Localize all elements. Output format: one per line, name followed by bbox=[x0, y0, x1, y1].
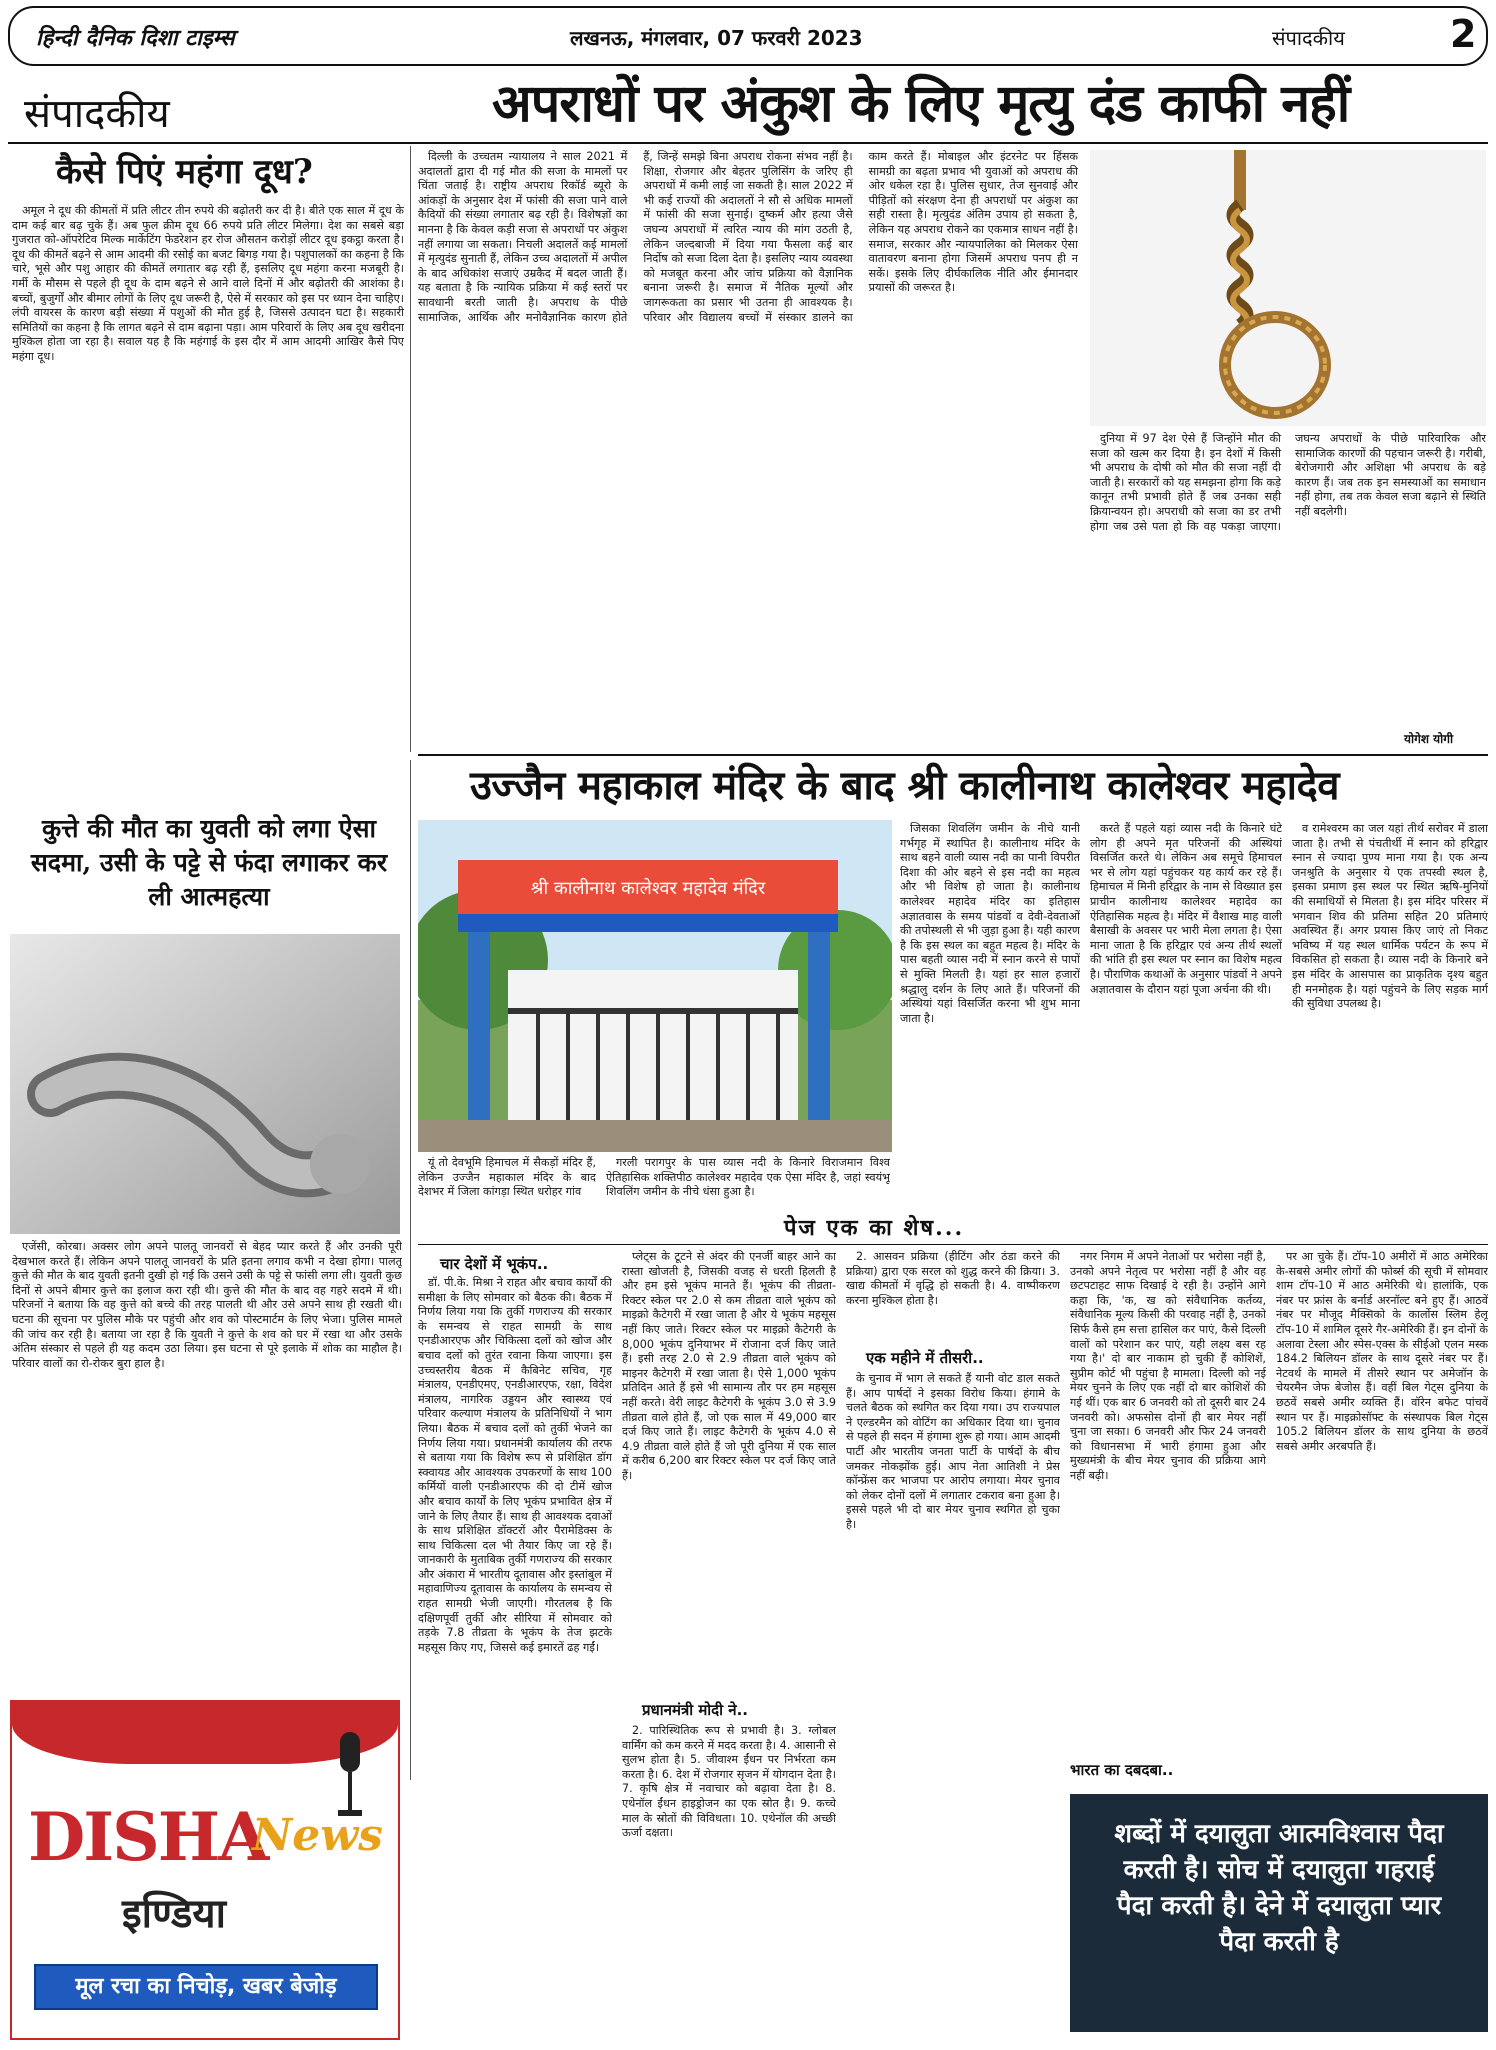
milk-headline: कैसे पिएं महंगा दूध? bbox=[56, 152, 313, 192]
quake-headline: चार देशों में भूकंप.. bbox=[440, 1255, 549, 1273]
main-headline: अपराधों पर अंकुश के लिए मृत्यु दंड काफी नहीं bbox=[492, 73, 1350, 134]
noose-image bbox=[1090, 150, 1486, 426]
dog-body-text: एजेंसी, कोरबा। अक्सर लोग अपने पालतू जानवरों से बेहद प्यार करते हैं और उनकी पूरी देखभाल करते हैं। लेकिन अपने पालतू जानवरों के प्रति इतना लगाव कभी न देखा होगा। पालतू कुत्ते की मौत के बाद युवती इतनी दुखी हो गई कि उसने उसी के पट्टे से फांसी लगा ली। युवती कुछ दिनों से अपने बीमार कुत्ते का इलाज करा रही थी। कुत्ते की मौत के बाद वह गहरे सदमे में थी। परिजनों ने बताया कि वह कुत्ते को बच्चे की तरह पालती थी और उसे अपने साथ ही रखती थी। घटना की सूचना पर पुलिस मौके पर पहुंची और शव को पोस्टमार्टम के लिए भेजा। पुलिस मामले की जांच कर रही है। बताया जा रहा है कि युवती ने कुत्ते के शव को घर में रखा था और उसके अंतिम संस्कार से पहले ही यह कदम उठा लिया। इस घटना से पूरे इलाके में शोक का माहौल है। परिवार वालों का रो-रोकर बुरा हाल है। bbox=[12, 1240, 402, 1370]
continued-rule bbox=[418, 1244, 1488, 1245]
mid-rule bbox=[418, 754, 1488, 756]
milk-body bbox=[12, 204, 404, 754]
page-number: 2 bbox=[1450, 12, 1477, 56]
temple-col-d bbox=[1292, 822, 1488, 1212]
india-headline: भारत का दबदबा.. bbox=[1070, 1761, 1174, 1779]
pm-body bbox=[622, 1724, 836, 2040]
india-body bbox=[1276, 1250, 1488, 1850]
editorial-author: योगेश योगी bbox=[1404, 732, 1454, 746]
quake2-body-text: प्लेट्स के टूटने से अंदर की एनर्जी बाहर आने का रास्ता खोजती है, जिसकी वजह से धरती हिलती है और हम इसे भूकंप मानते हैं। भूकंप की तीव्रता- रिक्टर स्केल पर 2.0 से कम तीव्रता वाले भूकंप को माइक्रो कैटेगरी में रखा जाता है और ये भूकंप महसूस नहीं किए जाते। रिक्टर स्केल पर माइक्रो कैटेगरी के 8,000 भूकंप दुनियाभर में रोजाना दर्ज किए जाते हैं। इसी तरह 2.0 से 2.9 तीव्रता वाले भूकंप को माइनर कैटेगरी में रखा जाता है। ऐसे 1,000 भूकंप प्रतिदिन आते हैं इसे भी सामान्य तौर पर हम महसूस नहीं करते। वेरी लाइट कैटेगरी के भूकंप 3.0 से 3.9 तीव्रता वाले होते हैं, जो एक साल में 49,000 बार दर्ज किए जाते हैं। लाइट कैटेगरी के भूकंप 4.0 से 4.9 तीव्रता वाले होते हैं जो पूरी दुनिया में एक साल में करीब 6,200 बार रिक्टर स्केल पर दर्ज किए जाते हैं। bbox=[622, 1250, 836, 1482]
third-body bbox=[846, 1372, 1060, 2040]
pm-body-text: 2. पारिस्थितिक रूप से प्रभावी है। 3. ग्लोबल वार्मिंग को कम करने में मदद करता है। 4. आसानी से सुलभ होता है। 5. जीवाश्म ईंधन पर निर्भरता कम करता है। 6. देश में रोजगार सृजन में योगदान देता है। 7. कृषि क्षेत्र में नवाचार को बढ़ावा देता है। 8. एथेनॉल ईंधन हाइड्रोजन का एक स्रोत है। 9. कच्चे माल के स्रोतों की विविधता। 10. एथेनॉल की अच्छी ऊर्जा दक्षता। bbox=[622, 1724, 836, 1840]
masthead-section: संपादकीय bbox=[1272, 26, 1345, 50]
editorial-right-text: दुनिया में 97 देश ऐसे हैं जिन्होंने मौत की सजा को खत्म कर दिया है। इन देशों में किसी भी अपराध के दोषी को मौत की सजा नहीं दी जाती है। सरकारों को यह समझना होगा कि कड़े कानून तभी प्रभावी होते हैं जब उनका सही क्रियान्वयन हो। अपराधी को सजा का डर तभी होगा जब उसे पता हो कि वह पकड़ा जाएगा। जघन्य अपराधों के पीछे पारिवारिक और सामाजिक कारणों की पहचान जरूरी है। गरीबी, बेरोजगारी और अशिक्षा भी अपराध के बड़े कारण हैं। जब तक इन समस्याओं का समाधान नहीं होगा, तब तक केवल सजा बढ़ाने से स्थिति नहीं बदलेगी। bbox=[1090, 432, 1486, 533]
temple-col-a bbox=[606, 1156, 890, 1208]
editorial-body bbox=[418, 150, 1078, 752]
ad-tagline: मूल रचा का निचोड़, खबर बेजोड़ bbox=[34, 1964, 378, 2010]
dateline: लखनऊ, मंगलवार, 07 फरवरी 2023 bbox=[570, 26, 863, 50]
paper-name: हिन्दी दैनिक दिशा टाइम्स bbox=[36, 25, 235, 51]
temple-sign-text: श्री कालीनाथ कालेश्वर महादेव मंदिर bbox=[530, 878, 766, 899]
temple-col-b-text: जिसका शिवलिंग जमीन के नीचे यानी गर्भगृह में स्थापित है। कालीनाथ मंदिर के साथ बहने वाली व्यास नदी का पानी विपरीत दिशा की ओर बहने से इस नदी का महत्व और भी विशेष हो जाता है। कालीनाथ कालेश्वर महादेव मंदिर का इतिहास अज्ञातवास के समय पांडवों व देवी-देवताओं की तपोस्थली से भी जुड़ा हुआ है। यही कारण है कि इस स्थल का बहुत महत्व है। मंदिर के पास बहती व्यास नदी में स्नान करने से पापों से मुक्ति मिलती है। यहां हर साल हजारों श्रद्धालु दर्शन के लिए आते हैं। परिजनों की अस्थियां यहां विसर्जित करना भी शुभ माना जाता है। bbox=[900, 822, 1080, 1025]
temple-caption-text: यूं तो देवभूमि हिमाचल में सैकड़ों मंदिर हैं, लेकिन उज्जैन महाकाल मंदिर के बाद देशभर में जिला कांगड़ा स्थित धरोहर गांव bbox=[418, 1156, 596, 1199]
section-label: संपादकीय bbox=[24, 91, 170, 137]
pm-headline: प्रधानमंत्री मोदी ने.. bbox=[642, 1701, 748, 1719]
masthead-bar bbox=[8, 6, 1488, 66]
dog-body bbox=[12, 1240, 402, 1690]
third-headline: एक महीने में तीसरी.. bbox=[866, 1349, 984, 1367]
col4-body-text: 2. आसवन प्रक्रिया (हीटिंग और ठंडा करने की प्रक्रिया) द्वारा एक सरल को शुद्ध करने की क्रिया। 3. खाद्य कीमतों में वृद्धि हो सकती है। 4. वाष्पीकरण करना मुश्किल होता है। bbox=[846, 1250, 1060, 1307]
temple-col-c-text: करते हैं पहले यहां व्यास नदी के किनारे घंटे लोग ही अपने मृत परिजनों की अस्थियां विसर्जित करते थे। लेकिन अब समूचे हिमाचल भर से लोग यहां पहुंचकर यह कार्य कर रहे हैं। हिमाचल में मिनी हरिद्वार के नाम से विख्यात इस प्राचीन कालीनाथ कालेश्वर महादेव का ऐतिहासिक महत्व है। मंदिर में वैशाख माह वाली बैसाखी के अवसर पर भारी मेला लगता है। ऐसा माना जाता है कि हरिद्वार एवं अन्य तीर्थ स्थलों की भांति ही इस स्थल पर स्नान का विशेष महत्व है। पौराणिक कथाओं के अनुसार पांडवों ने अपने अज्ञातवास के दौरान यहां पूजा अर्चना की थी। bbox=[1090, 822, 1282, 996]
temple-col-c bbox=[1090, 822, 1282, 1212]
top-rule bbox=[8, 142, 1488, 144]
temple-image bbox=[418, 820, 892, 1152]
quake2-body bbox=[622, 1250, 836, 1690]
quote-text: शब्दों में दयालुता आत्मविश्वास पैदा करती है। सोच में दयालुता गहराई पैदा करती है। देने में दयालुता प्यार पैदा करती है bbox=[1114, 1819, 1444, 1957]
disha-news-ad bbox=[10, 1700, 400, 2040]
quake-body-text: डॉ. पी.के. मिश्रा ने राहत और बचाव कार्यों की समीक्षा के लिए सोमवार को बैठक की। बैठक में निर्णय लिया गया कि तुर्की गणराज्य की सरकार के समन्वय से राहत सामग्री के साथ एनडीआरएफ और चिकित्सा दलों को खोज और बचाव दलों को तुरंत रवाना किया जाएगा। इस उच्चस्तरीय बैठक में कैबिनेट सचिव, गृह मंत्रालय, एनडीएमए, एनडीआरएफ, रक्षा, विदेश मंत्रालय, नागरिक उड्डयन और स्वास्थ्य एवं परिवार कल्याण मंत्रालय के प्रतिनिधियों ने भाग लिया। बैठक में बचाव दलों को तुर्की भेजने का निर्णय लिया गया। प्रधानमंत्री कार्यालय की तरफ से बताया गया कि विशेष रूप से प्रशिक्षित डॉग स्क्वायड और आवश्यक उपकरणों के साथ 100 कर्मियों वाली एनडीआरएफ की दो टीमें खोज और बचाव कार्यों के लिए भूकंप प्रभावित क्षेत्र में जाने के लिए तैयार हैं। साथ ही आवश्यक दवाओं के साथ प्रशिक्षित डॉक्टरों और पैरामेडिक्स के साथ चिकित्सा दल भी तैयार किए जा रहे हैं। जानकारी के मुताबिक तुर्की गणराज्य की सरकार और अंकारा में भारतीय दूतावास और इस्तांबुल में महावाणिज्य दूतावास के कार्यालय के समन्वय से राहत सामग्री भेजी जाएगी। गौरतलब है कि दक्षिणपूर्वी तुर्की और सीरिया में सोमवार को तड़के 7.8 तीव्रता के भूकंप के तेज झटके महसूस किए गए, जिससे कई इमारतें ढह गईं। bbox=[418, 1276, 612, 1654]
ad-brand: DISHA bbox=[28, 1798, 268, 1876]
col4-body bbox=[846, 1250, 1060, 1336]
ad-brand-suffix: News bbox=[252, 1810, 383, 1861]
quote-box bbox=[1070, 1794, 1488, 2032]
continued-label: पेज एक का शेष... bbox=[784, 1215, 965, 1241]
third-body-text: के चुनाव में भाग ले सकते हैं यानी वोट डाल सकते हैं। आप पार्षदों ने इसका विरोध किया। हंगामे के चलते बैठक को स्थगित कर दिया गया। उप राज्यपाल ने एल्डरमैन को वोटिंग का अधिकार दिया था। चुनाव से पहले ही सदन में हंगामा शुरू हो गया। आम आदमी पार्टी और भारतीय जनता पार्टी के पार्षदों के बीच जमकर नोकझोंक हुई। आप नेता आतिशी ने प्रेस कॉन्फ्रेंस कर भाजपा पर आरोप लगाया। मेयर चुनाव को लेकर दोनों दलों में लगातार टकराव बना हुआ है। इससे पहले भी दो बार मेयर चुनाव स्थगित हो चुका है। bbox=[846, 1372, 1060, 1531]
editorial-body-text: दिल्ली के उच्चतम न्यायालय ने साल 2021 में अदालतों द्वारा दी गई मौत की सजा के मामलों पर चिंता जताई है। राष्ट्रीय अपराध रिकॉर्ड ब्यूरो के आंकड़ों के अनुसार देश में फांसी की सजा पाने वाले कैदियों की संख्या लगातार बढ़ रही है। विशेषज्ञों का मानना है कि केवल कड़ी सजा से अपराधों पर अंकुश नहीं लगाया जा सकता। निचली अदालतें कई मामलों में मृत्युदंड सुनाती हैं, लेकिन उच्च अदालतों में अपील के बाद अधिकांश सजाएं उम्रकैद में बदल जाती हैं। यह बताता है कि न्यायिक प्रक्रिया में कई स्तरों पर सावधानी बरती जाती है। अपराध के पीछे सामाजिक, आर्थिक और मनोवैज्ञानिक कारण होते हैं, जिन्हें समझे बिना अपराध रोकना संभव नहीं है। शिक्षा, रोजगार और बेहतर पुलिसिंग के जरिए ही अपराधों में कमी लाई जा सकती है। साल 2022 में भी कई राज्यों की अदालतों ने सौ से अधिक मामलों में फांसी की सजा सुनाई। दुष्कर्म और हत्या जैसे जघन्य अपराधों में त्वरित न्याय की मांग उठती है, लेकिन जल्दबाजी में दिया गया फैसला कई बार निर्दोष को सजा दिला देता है। इसलिए न्याय व्यवस्था को मजबूत करना और जांच प्रक्रिया को वैज्ञानिक बनाना जरूरी है। समाज में नैतिक मूल्यों और जागरूकता का प्रसार भी उतना ही आवश्यक है। परिवार और विद्यालय बच्चों में संस्कार डालने का काम करते हैं। मोबाइल और इंटरनेट पर हिंसक सामग्री का बढ़ता प्रभाव भी युवाओं को अपराध की ओर धकेल रहा है। पुलिस सुधार, तेज सुनवाई और पीड़ितों को संरक्षण देना ही अपराधों पर अंकुश का सही रास्ता है। मृत्युदंड अंतिम उपाय हो सकता है, लेकिन यह अपराध रोकने का एकमात्र साधन नहीं है। समाज, सरकार और न्यायपालिका को मिलकर ऐसा वातावरण बनाना होगा जिसमें अपराध पनप ही न सकें। इसके लिए दीर्घकालिक नीति और ईमानदार प्रयासों की जरूरत है। bbox=[418, 150, 1078, 324]
temple-caption bbox=[418, 1156, 596, 1208]
divider-2 bbox=[410, 760, 411, 1780]
divider-1 bbox=[410, 146, 411, 752]
india-body-text: पर आ चुके हैं। टॉप-10 अमीरों में आठ अमेरिका के-सबसे अमीर लोगों की फोर्ब्स की सूची में सोमवार शाम टॉप-10 में आठ अमेरिकी थे। हालांकि, एक नंबर पर फ्रांस के बर्नार्ड अरनॉल्ट बने हुए हैं। आठवें नंबर पर मौजूद मैक्सिको के कार्लोस स्लिम हेलू टॉप-10 में शामिल दूसरे गैर-अमेरिकी हैं। इन दोनों के अलावा टेस्ला और स्पेस-एक्स के सीईओ एलन मस्क 184.2 बिलियन डॉलर के साथ दूसरे नंबर पर हैं। नेटवर्थ के मामले में तीसरे स्थान पर अमेजॉन के चेयरमैन जेफ बेजोस हैं। वहीं बिल गेट्स दुनिया के छठवें सबसे अमीर व्यक्ति हैं। वॉरेन बफेट पांचवें स्थान पर हैं। माइक्रोसॉफ्ट के संस्थापक बिल गेट्स 105.2 बिलियन डॉलर के साथ दुनिया के छठवें सबसे अमीर अरबपति हैं। bbox=[1276, 1250, 1488, 1453]
quake-body bbox=[418, 1276, 612, 2040]
ad-mic-icon bbox=[330, 1732, 370, 1822]
ad-region: इण्डिया bbox=[122, 1891, 226, 1937]
col5-body bbox=[1070, 1250, 1266, 1750]
editorial-right-body bbox=[1090, 432, 1486, 728]
dog-image bbox=[10, 934, 400, 1234]
temple-col-b bbox=[900, 822, 1080, 1212]
col5-body-text: नगर निगम में अपने नेताओं पर भरोसा नहीं है, उनको अपने नेतृत्व पर भरोसा नहीं है और वह छटपटाहट साफ दिखाई दे रही है। उन्होंने आगे कहा कि, 'क, ख को संवैधानिक कर्तव्य, संवैधानिक मूल्य किसी की परवाह नहीं है, उनको सिर्फ कैसे हम सत्ता हासिल कर पाएं, कैसे दिल्ली वालों को परेशान कर पाएं, यही लक्ष्य बस रह गया है।' दो बार नाकाम हो चुकी हैं कोशिशें, सुप्रीम कोर्ट भी पहुंचा है मामला। दिल्ली को नई मेयर चुनने के लिए एक नहीं दो बार कोशिशें की गई थीं। एक बार 6 जनवरी को तो दूसरी बार 24 जनवरी को। अफसोस दोनों ही बार मेयर नहीं चुना जा सका। 6 जनवरी और फिर 24 जनवरी को विधानसभा में भारी हंगामा हुआ और मुख्यमंत्री के बीच मेयर चुनाव की प्रक्रिया आगे नहीं बढ़ी। bbox=[1070, 1250, 1266, 1482]
dog-headline: कुत्ते की मौत का युवती को लगा ऐसा सदमा, उसी के पट्टे से फंदा लगाकर कर ली आत्महत्या bbox=[30, 814, 388, 911]
temple-headline: उज्जैन महाकाल मंदिर के बाद श्री कालीनाथ कालेश्वर महादेव bbox=[470, 762, 1340, 809]
temple-col-a-text: गरली परागपुर के पास व्यास नदी के किनारे विराजमान विश्व ऐतिहासिक शक्तिपीठ कालेश्वर महादेव एक ऐसा मंदिर है, जहां स्वयंभू शिवलिंग जमीन के नीचे धंसा हुआ है। bbox=[606, 1156, 890, 1199]
temple-col-d-text: व रामेश्वरम का जल यहां तीर्थ सरोवर में डाला जाता है। तभी से पंचतीर्थी में स्नान को हरिद्वार स्नान से ज्यादा पुण्य माना गया है। एक अन्य जनश्रुति के अनुसार ये एक तपस्वी स्थल है, इसका प्रमाण इस स्थल पर स्थित ऋषि-मुनियों की समाधियों से मिलता है। इस मंदिर परिसर में भगवान शिव की प्रतिमा सहित 20 प्रतिमाएं अवस्थित हैं। अगर प्रयास किए जाएं तो निकट भविष्य में यह स्थल धार्मिक पर्यटन के रूप में विकसित हो सकता है। व्यास नदी के किनारे बने इस मंदिर के आसपास का प्राकृतिक दृश्य बहुत ही मनमोहक है। यहां पहुंचने के लिए सड़क मार्ग की सुविधा उपलब्ध है। bbox=[1292, 822, 1488, 1011]
milk-body-text: अमूल ने दूध की कीमतों में प्रति लीटर तीन रुपये की बढ़ोतरी कर दी है। बीते एक साल में दूध के दाम कई बार बढ़ चुके हैं। अब फुल क्रीम दूध 66 रुपये प्रति लीटर मिलेगा। देश का सबसे बड़ा गुजरात को-ऑपरेटिव मिल्क मार्केटिंग फेडरेशन हर रोज औसतन करोड़ों लीटर दूध इकट्ठा करता है। दूध की कीमतें बढ़ने से आम आदमी की रसोई का बजट बिगड़ गया है। पशुपालकों का कहना है कि चारे, भूसे और पशु आहार की कीमतें लगातार बढ़ रही हैं, इसलिए दूध महंगा करना मजबूरी है। गर्मी के मौसम से पहले ही दूध के दाम बढ़ने से आने वाले दिनों में और बढ़ोतरी की आशंका है। बच्चों, बुजुर्गों और बीमार लोगों के लिए दूध जरूरी है, ऐसे में सरकार को इस पर ध्यान देना चाहिए। लंपी वायरस के कारण बड़ी संख्या में पशुओं की मौत हुई है, जिससे उत्पादन घटा है। सहकारी समितियों का कहना है कि लागत बढ़ने से दाम बढ़ाना पड़ा। आम परिवारों के लिए अब दूध खरीदना मुश्किल होता जा रहा है। सवाल यह है कि महंगाई के इस दौर में आम आदमी आखिर कैसे पिए महंगा दूध। bbox=[12, 204, 404, 363]
